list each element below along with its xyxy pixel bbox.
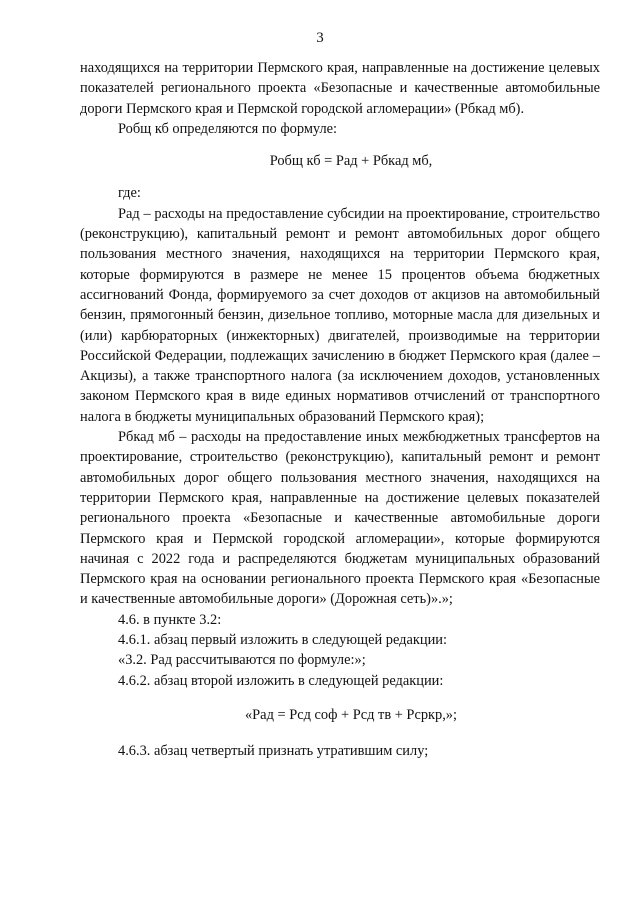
paragraph-rbkad-definition: Рбкад мб – расходы на предоставление иных межбюджетных трансфертов на проектирование, строительство (реконструкцию), капитальный ремонт и ремонт автомобильных дорог общего пользования местного значения, находящихся на территории Пермского края, направленные на достижение целевых показателей регионального проекта «Безопасные и качественные автомобильные дороги Пермского края и Пермской городской агломерации», которые формируются начиная с 2022 года и распределяются бюджетам муниципальных образований Пермского края на основании регионального проекта Пермского края «Безопасные и качественные автомобильные дороги» (Дорожная сеть)».»;	[80, 429, 600, 608]
formula-rad: «Рад = Рсд соф + Рсд тв + Рсркр,»;	[244, 706, 458, 723]
paragraph-quote-3-2: «3.2. Рад рассчитываются по формуле:»;	[118, 652, 366, 669]
paragraph-item-4-6-2: 4.6.2. абзац второй изложить в следующей редакции:	[118, 672, 444, 689]
paragraph-where: где:	[118, 185, 141, 202]
paragraph-item-4-6-3: 4.6.3. абзац четвертый признать утратившим силу;	[118, 743, 429, 760]
document-body	[80, 58, 600, 762]
paragraph-item-4-6-1: 4.6.1. абзац первый изложить в следующей редакции:	[118, 632, 447, 649]
page-number: 3	[316, 30, 324, 46]
paragraph-item-4-6: 4.6. в пункте 3.2:	[118, 611, 222, 628]
paragraph-formula-intro: Робщ кб определяются по формуле:	[118, 120, 338, 137]
formula-total: Робщ кб = Рад + Рбкад мб,	[269, 153, 433, 170]
paragraph-rad-definition: Рад – расходы на предоставление субсидии на проектирование, строительство (реконструкцию), капитальный ремонт и ремонт автомобильных дорог общего пользования местного значения, находящихся на территории Пермского края, которые формируются в размере не менее 15 процентов объема бюджетных ассигнований Фонда, формируемого за счет доходов от акцизов на автомобильный бензин, прямогонный бензин, дизельное топливо, моторные масла для дизельных и (или) карбюраторных (инжекторных) двигателей, производимые на территории Российской Федерации, подлежащих зачислению в бюджет Пермского края (далее – Акцизы), а также транспортного налога (за исключением доходов, установленных законом Пермского края в виде единых нормативов отчислений от транспортного налога в бюджеты муниципальных образований Пермского края);	[80, 205, 600, 425]
paragraph-continuation: находящихся на территории Пермского края, направленные на достижение целевых показателей регионального проекта «Безопасные и качественные автомобильные дороги Пермского края и Пермской городской агломерации» (Рбкад мб).	[80, 60, 600, 117]
